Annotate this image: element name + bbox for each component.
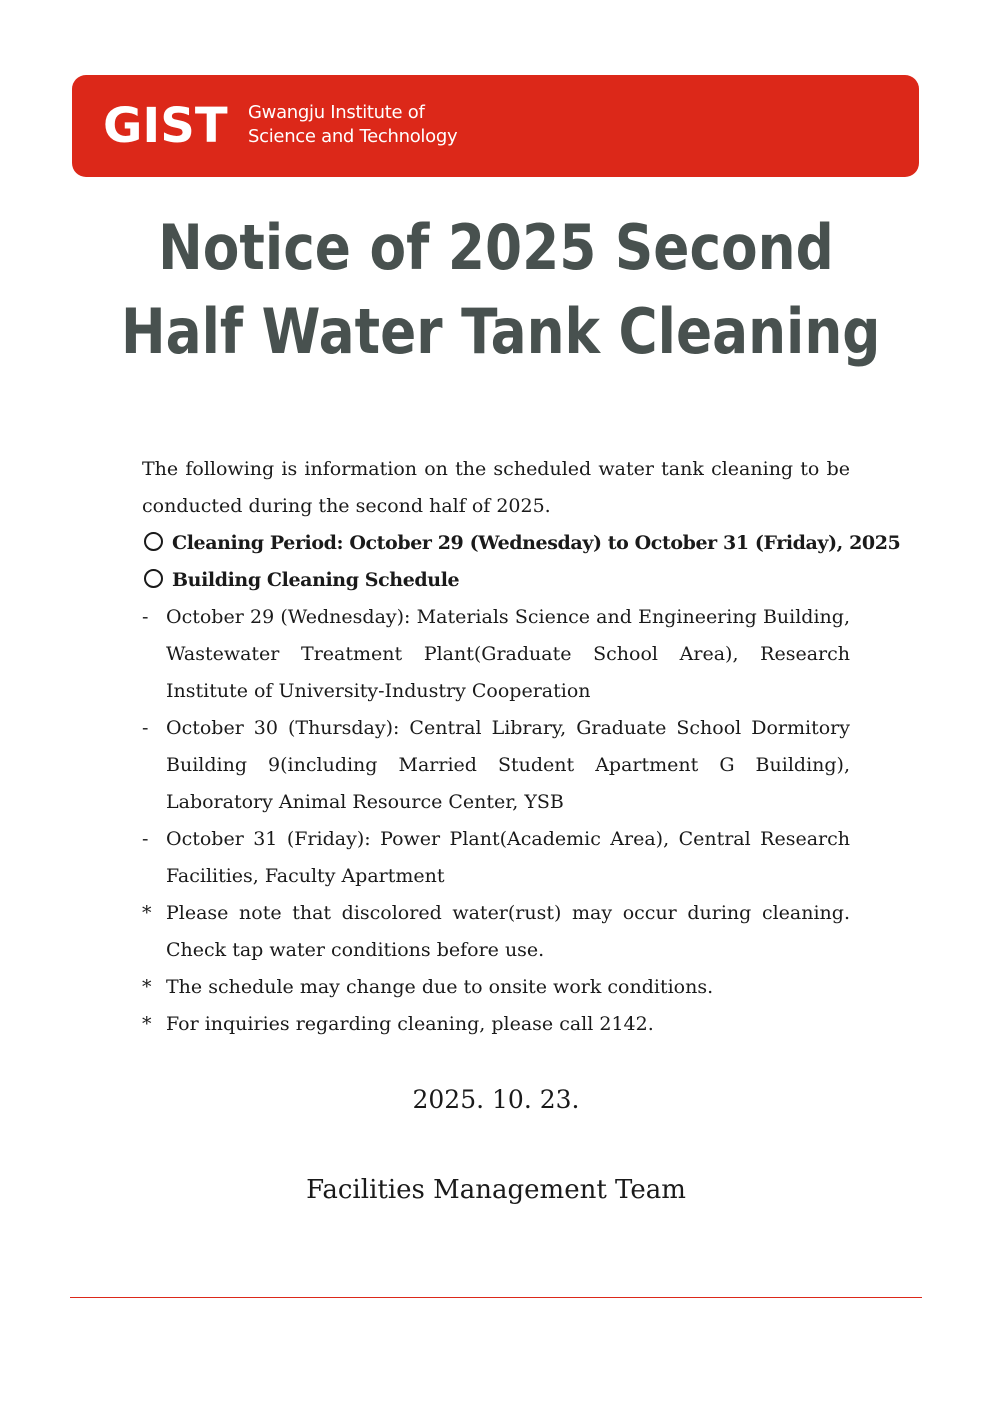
note-item bbox=[142, 895, 850, 969]
note-item-text: Please note that discolored water(rust) may occur during cleaning. Check tap water conditions before use. bbox=[166, 902, 850, 961]
cleaning-period bbox=[142, 525, 901, 562]
notice-title bbox=[121, 206, 881, 374]
schedule-item-text: October 29 (Wednesday): Materials Science and Engineering Building, Wastewater Treatment Plant(Graduate School Area), Research Institute of University-Industry Cooperation bbox=[166, 606, 850, 702]
notice-body bbox=[142, 451, 901, 1043]
institute-name bbox=[248, 101, 457, 149]
issuing-team: Facilities Management Team bbox=[306, 1175, 686, 1205]
asterisk-bullet: * bbox=[142, 902, 152, 924]
schedule-item-text: October 30 (Thursday): Central Library, Graduate School Dormitory Building 9(including Married Student Apartment G Building), Laboratory Animal Resource Center, YSB bbox=[166, 717, 850, 813]
schedule-heading-text: Building Cleaning Schedule bbox=[172, 569, 460, 591]
schedule-item bbox=[142, 710, 850, 821]
schedule-item-text: October 31 (Friday): Power Plant(Academic Area), Central Research Facilities, Faculty Apartment bbox=[166, 828, 850, 887]
header-banner bbox=[72, 75, 919, 177]
notice-title-line1: Notice of 2025 Second bbox=[158, 211, 834, 284]
asterisk-bullet: * bbox=[142, 976, 152, 998]
institute-name-line1: Gwangju Institute of bbox=[248, 102, 425, 123]
institute-name-line2: Science and Technology bbox=[248, 126, 458, 147]
asterisk-bullet: * bbox=[142, 1013, 152, 1035]
schedule-item bbox=[142, 821, 850, 895]
note-item-text: For inquiries regarding cleaning, please call 2142. bbox=[166, 1013, 654, 1035]
notice-date: 2025. 10. 23. bbox=[412, 1085, 580, 1114]
note-item-text: The schedule may change due to onsite work conditions. bbox=[166, 976, 714, 998]
schedule-item bbox=[142, 599, 850, 710]
dash-bullet: - bbox=[142, 717, 149, 739]
circle-bullet-icon bbox=[144, 569, 163, 588]
footer-divider bbox=[70, 1297, 922, 1298]
intro-paragraph: The following is information on the scheduled water tank cleaning to be conducted during the second half of 2025. bbox=[142, 458, 850, 517]
dash-bullet: - bbox=[142, 828, 149, 850]
dash-bullet: - bbox=[142, 606, 149, 628]
notice-title-line2: Half Water Tank Cleaning bbox=[121, 295, 881, 368]
schedule-heading bbox=[142, 562, 850, 599]
gist-logo-mark: GIST bbox=[103, 98, 228, 154]
cleaning-period-text: Cleaning Period: October 29 (Wednesday) to October 31 (Friday), 2025 bbox=[172, 532, 901, 554]
note-item bbox=[142, 969, 850, 1006]
circle-bullet-icon bbox=[144, 532, 163, 551]
note-item bbox=[142, 1006, 850, 1043]
